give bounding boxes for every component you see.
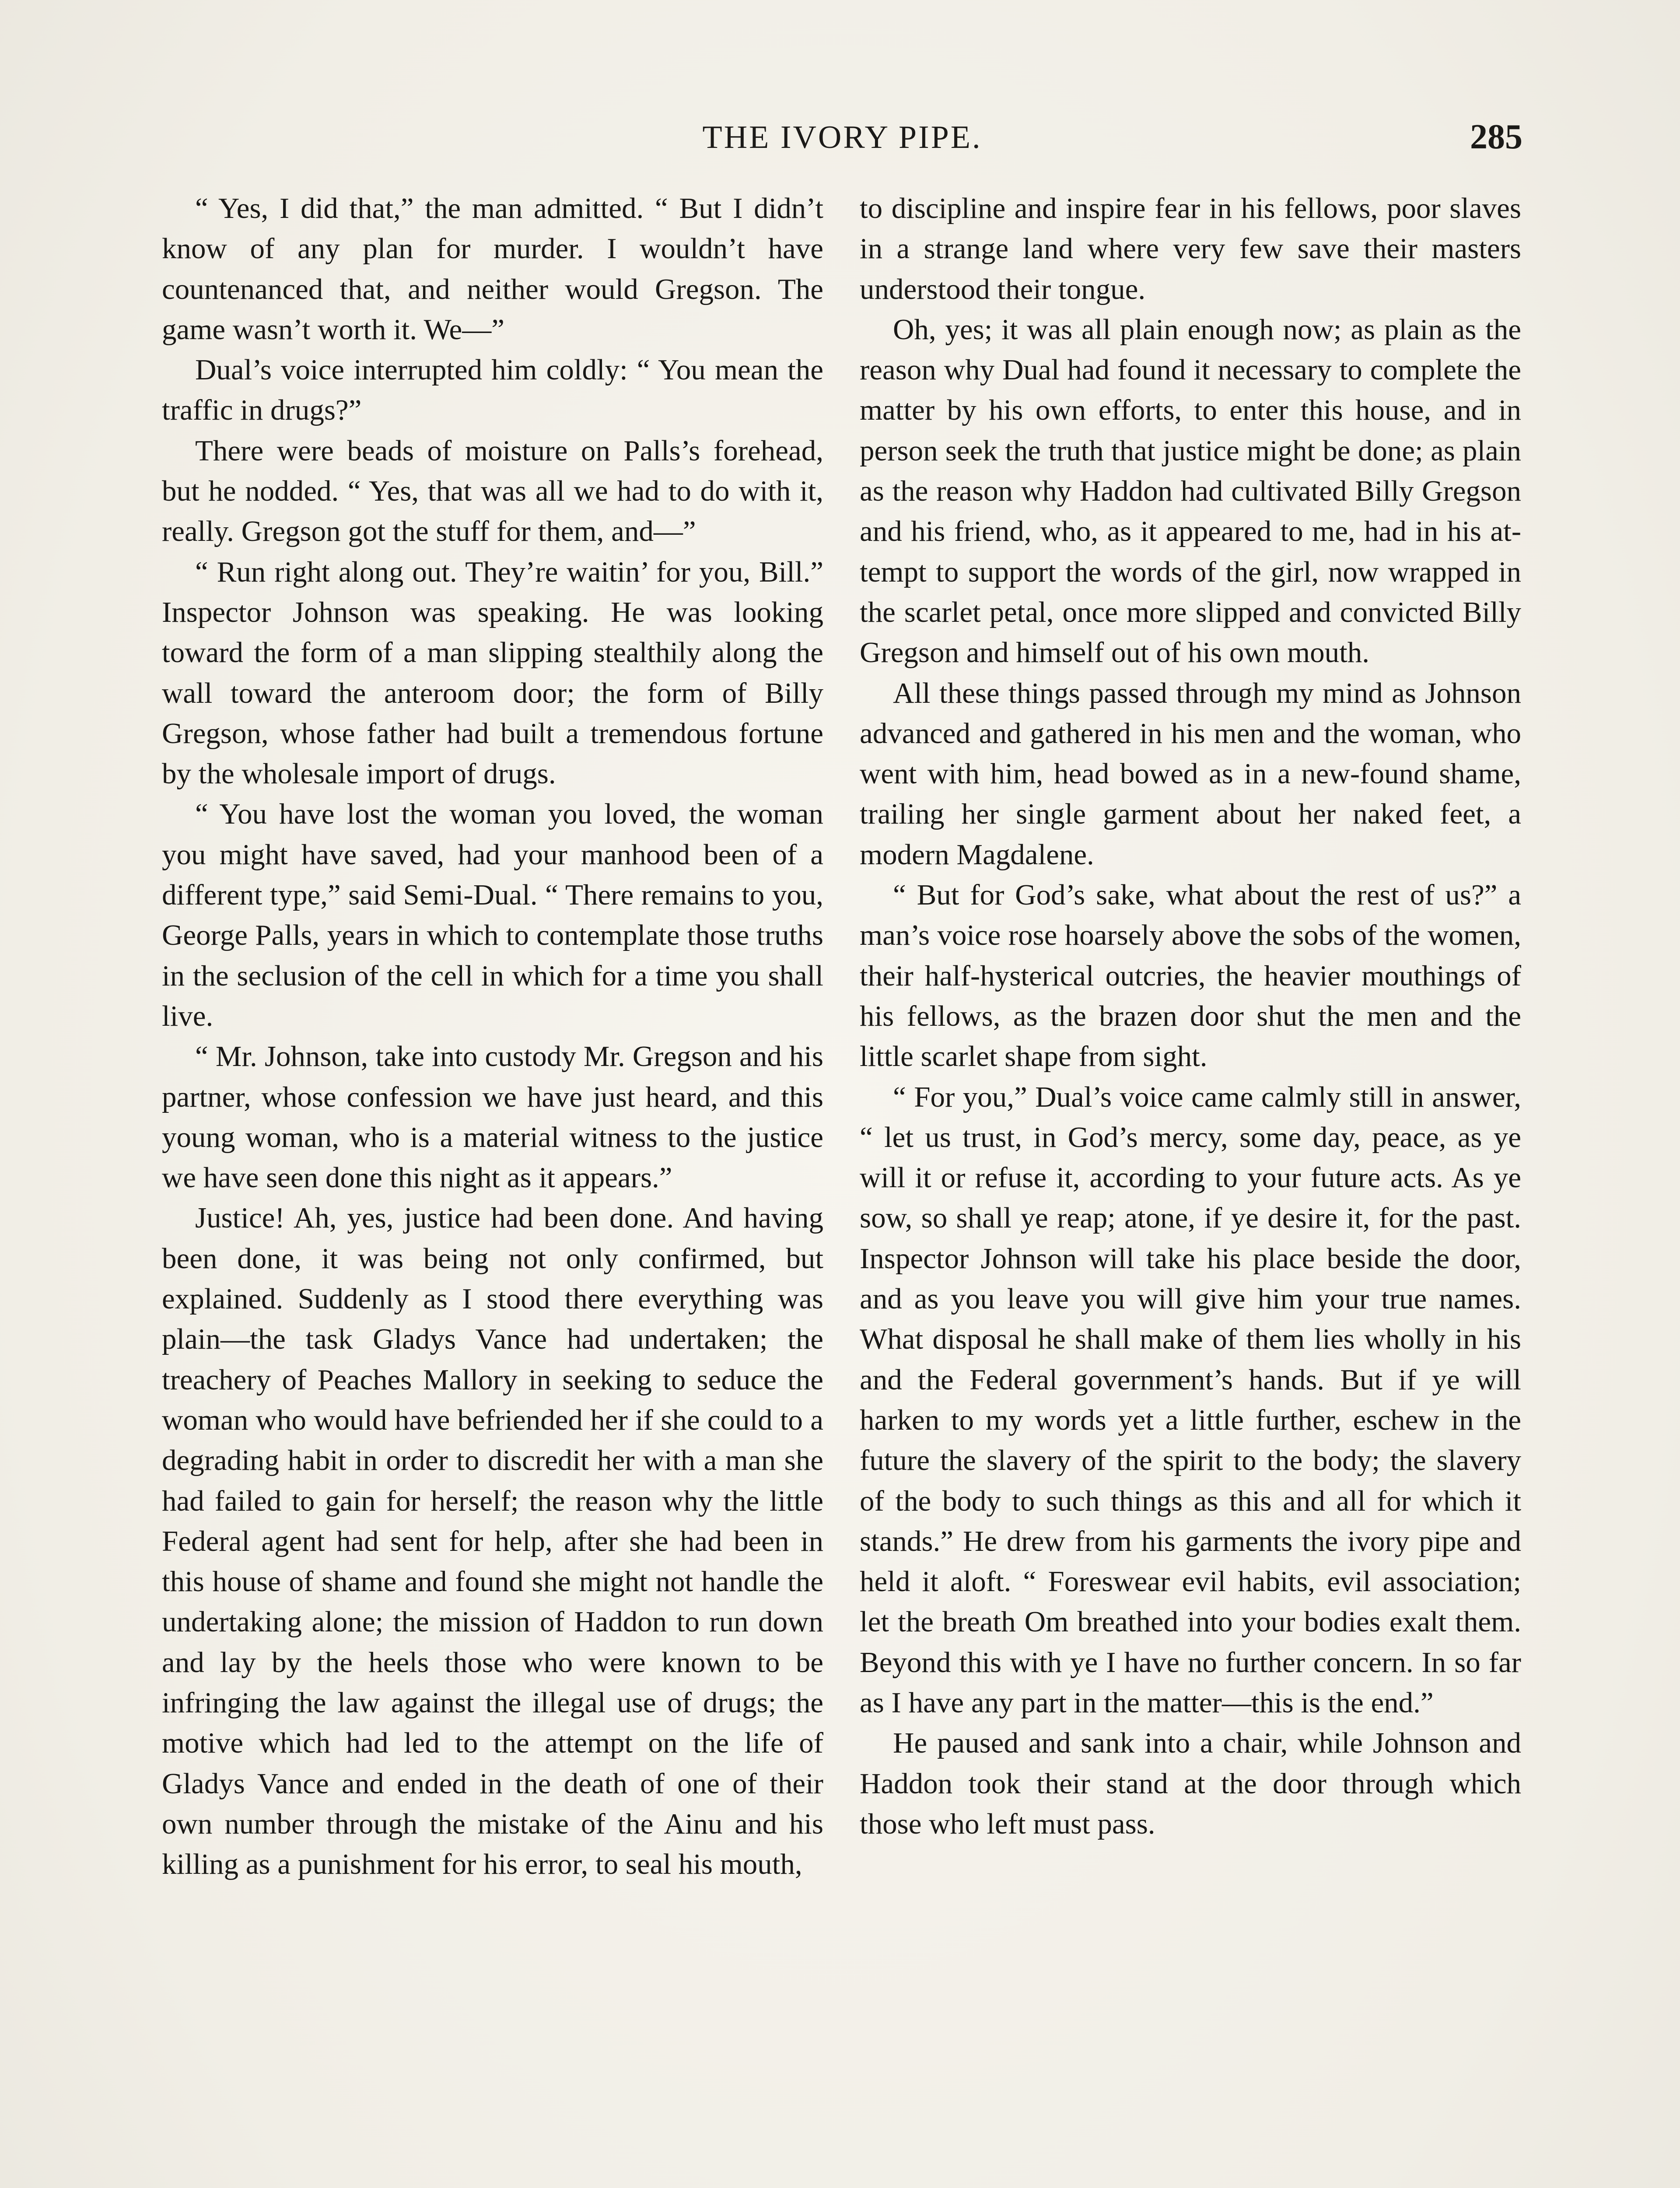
right-text-column [860,188,1521,1844]
paragraph: “ Run right along out. They’re waitin’ for you, Bill.” Inspector Johnson was speaking. He was looking toward the form of a man slipping stealthily along the wall toward the anteroom door; the form of Billy Gregson, whose father had built a tremendous fortune by the wholesale import of drugs. [162,555,823,790]
running-head [162,115,1522,163]
paragraph: He paused and sank into a chair, while Johnson and Haddon took their stand at the door through which those who left must pass. [860,1727,1521,1840]
paragraph: Dual’s voice interrupted him coldly: “ You mean the traffic in drugs?” [162,354,823,427]
paragraph: All these things passed through my mind as Johnson advanced and gathered in his men and the woman, who went with him, head bowed as in a new-found shame, trailing her single garment about her naked feet, a modern Magdalene. [860,677,1521,871]
running-title: THE IVORY PIPE. [702,119,982,155]
page-number: 285 [1470,118,1522,156]
paragraph: There were beads of moisture on Palls’s forehead, but he nodded. “ Yes, that was all we had to do with it, really. Gregson got the stuff for them, and—” [162,434,823,548]
paragraph: Justice! Ah, yes, justice had been done. And having been done, it was being not only confirmed, but explained. Suddenly as I stood there everything was plain—the task Gladys Vance had undertaken; the treachery of Peaches Mallory in seeking to seduce the woman who would have befriended her if she could to a degrading habit in order to discredit her with a man she had failed to gain for herself; the reason why the little Federal agent had sent for help, after she had been in this house of shame and found she might not handle the undertaking alone; the mission of Haddon to run down and lay by the heels those who were known to be infringing the law against the illegal use of drugs; the motive which had led to the attempt on the life of Gladys Vance and ended in the death of one of their own number through the mistake of the Ainu and his killing as a punishment for his error, to seal his mouth, [162,1202,823,1881]
paragraph: “ You have lost the woman you loved, the woman you might have saved, had your manhood been of a different type,” said Semi-Dual. “ There remains to you, George Palls, years in which to contemplate those truths in the seclusion of the cell in which for a time you shall live. [162,798,823,1032]
paragraph: “ Mr. Johnson, take into custody Mr. Gregson and his partner, whose confession we have just heard, and this young woman, who is a material witness to the justice we have seen done this night as it appears.” [162,1040,823,1194]
paragraph: “ But for God’s sake, what about the rest of us?” a man’s voice rose hoarsely above the sobs of the women, their half-hysterical outcries, the heavier mouthings of his fellows, as the brazen door shut the men and the little scarlet shape from sight. [860,879,1521,1073]
paragraph: “ Yes, I did that,” the man admitted. “ But I didn’t know of any plan for murder. I wouldn’t have countenanced that, and neither would Gregson. The game wasn’t worth it. We—” [162,192,823,346]
paragraph: “ For you,” Dual’s voice came calmly still in answer, “ let us trust, in God’s mercy, some day, peace, as ye will it or refuse it, according to your future acts. As ye sow, so shall ye reap; atone, if ye desire it, for the past. Inspector Johnson will take his place beside the door, and as you leave you will give him your true names. What disposal he shall make of them lies wholly in his and the Federal government’s hands. But if ye will harken to my words yet a little further, eschew in the future the slavery of the spirit to the body; the slavery of the body to such things as this and all for which it stands.” He drew from his garments the ivory pipe and held it aloft. “ Foreswear evil habits, evil association; let the breath Om breathed into your bodies exalt them. Beyond this with ye I have no further concern. In so far as I have any part in the matter—this is the end.” [860,1080,1521,1719]
paragraph: Oh, yes; it was all plain enough now; as plain as the reason why Dual had found it necessary to complete the matter by his own efforts, to enter this house, and in person seek the truth that justice might be done; as plain as the reason why Haddon had cultivated Billy Gregson and his friend, who, as it appeared to me, had in his attempt to support the words of the girl, now wrapped in the scarlet petal, once more slipped and convicted Billy Gregson and himself out of his own mouth. [860,313,1521,669]
paragraph-continuation: to discipline and inspire fear in his fellows, poor slaves in a strange land where very few save their masters understood their tongue. [860,192,1521,305]
left-text-column [162,188,823,1884]
